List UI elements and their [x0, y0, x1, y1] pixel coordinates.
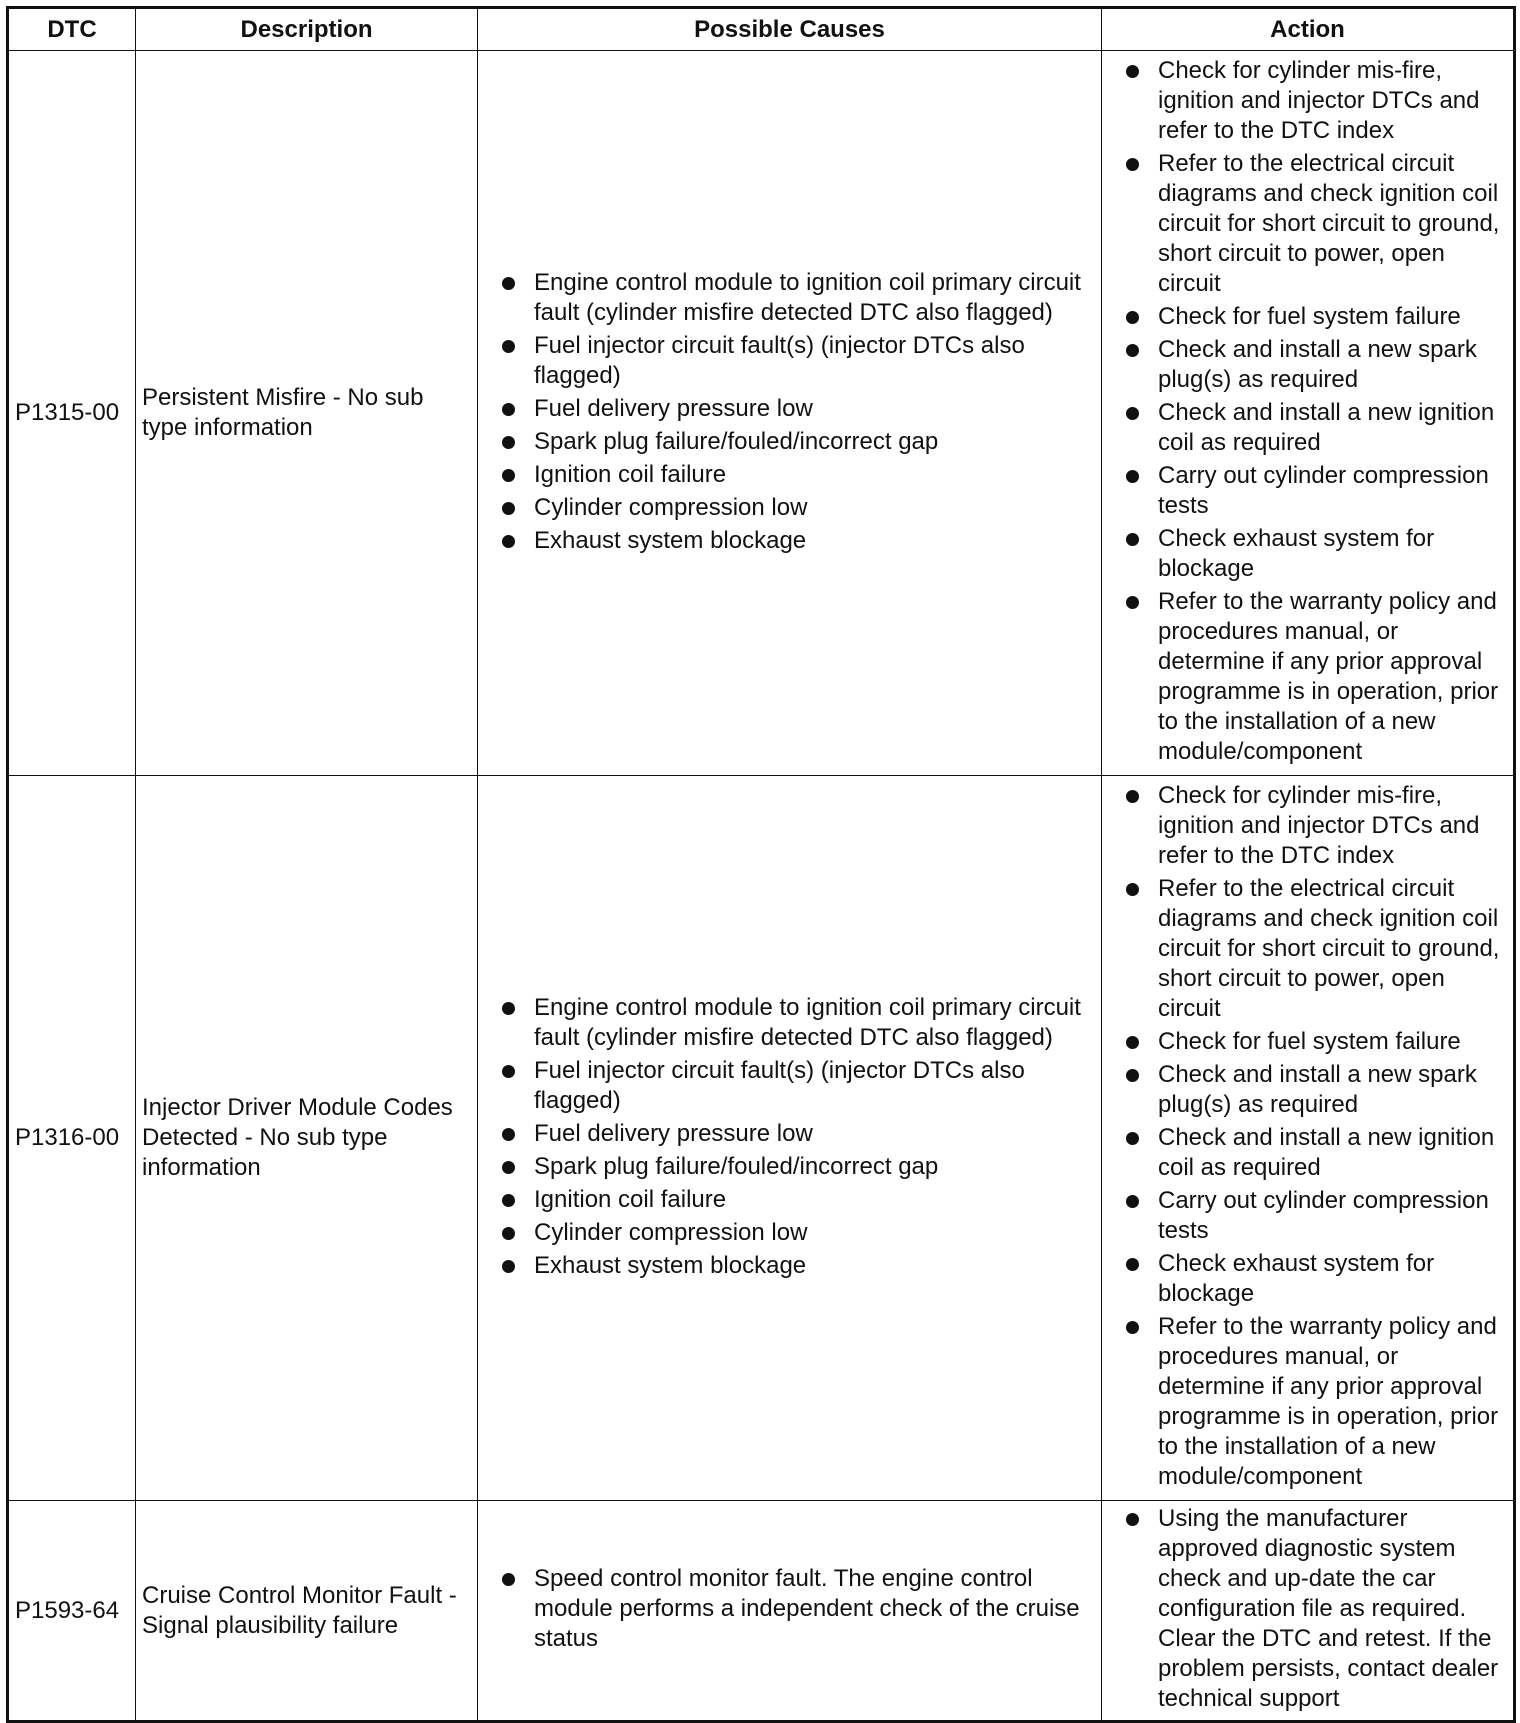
cause-item: Fuel injector circuit fault(s) (injector DTCs also flagged) [478, 331, 1101, 391]
cause-item: Cylinder compression low [478, 1218, 1101, 1248]
cause-item: Ignition coil failure [478, 460, 1101, 490]
table-row [8, 776, 1515, 1501]
dtc-description: Injector Driver Module Codes Detected - No sub type information [136, 776, 478, 1501]
cause-item: Fuel delivery pressure low [478, 1119, 1101, 1149]
cause-item: Exhaust system blockage [478, 526, 1101, 556]
cause-item: Spark plug failure/fouled/incorrect gap [478, 427, 1101, 457]
action-item: Check for fuel system failure [1102, 302, 1509, 332]
cause-item: Exhaust system blockage [478, 1251, 1101, 1281]
action-item: Refer to the warranty policy and procedures manual, or determine if any prior approval programme is in operation, prior to the installation of a new module/component [1102, 1312, 1509, 1492]
cause-item: Engine control module to ignition coil primary circuit fault (cylinder misfire detected DTC also flagged) [478, 268, 1101, 328]
cause-item: Speed control monitor fault. The engine control module performs a independent check of the cruise status [478, 1564, 1101, 1654]
causes-list [478, 268, 1101, 556]
action-item: Refer to the electrical circuit diagrams and check ignition coil circuit for short circuit to ground, short circuit to power, open circuit [1102, 149, 1509, 299]
dtc-description: Cruise Control Monitor Fault - Signal plausibility failure [136, 1501, 478, 1722]
possible-causes-cell [478, 51, 1102, 776]
header-row [8, 8, 1515, 51]
dtc-table [6, 6, 1516, 1723]
cause-item: Fuel injector circuit fault(s) (injector DTCs also flagged) [478, 1056, 1101, 1116]
action-item: Carry out cylinder compression tests [1102, 1186, 1509, 1246]
table-row [8, 51, 1515, 776]
action-item: Using the manufacturer approved diagnostic system check and up-date the car configuration file as required. Clear the DTC and retest. If the problem persists, contact dealer technical support [1102, 1504, 1509, 1714]
actions-list [1102, 1504, 1509, 1714]
cause-item: Fuel delivery pressure low [478, 394, 1101, 424]
action-cell [1102, 776, 1515, 1501]
cause-item: Spark plug failure/fouled/incorrect gap [478, 1152, 1101, 1182]
action-item: Check and install a new spark plug(s) as required [1102, 335, 1509, 395]
possible-causes-cell [478, 1501, 1102, 1722]
dtc-code: P1593-64 [8, 1501, 136, 1722]
header-action: Action [1102, 8, 1515, 51]
action-item: Check exhaust system for blockage [1102, 1249, 1509, 1309]
action-item: Check and install a new spark plug(s) as required [1102, 1060, 1509, 1120]
table-row [8, 1501, 1515, 1722]
cause-item: Ignition coil failure [478, 1185, 1101, 1215]
dtc-code: P1316-00 [8, 776, 136, 1501]
actions-list [1102, 781, 1509, 1492]
causes-list [478, 993, 1101, 1281]
cause-item: Engine control module to ignition coil primary circuit fault (cylinder misfire detected DTC also flagged) [478, 993, 1101, 1053]
action-item: Check and install a new ignition coil as required [1102, 1123, 1509, 1183]
causes-list [478, 1564, 1101, 1654]
action-item: Refer to the warranty policy and procedures manual, or determine if any prior approval programme is in operation, prior to the installation of a new module/component [1102, 587, 1509, 767]
action-item: Check and install a new ignition coil as required [1102, 398, 1509, 458]
cause-item: Cylinder compression low [478, 493, 1101, 523]
action-item: Check for cylinder mis-fire, ignition and injector DTCs and refer to the DTC index [1102, 56, 1509, 146]
header-causes: Possible Causes [478, 8, 1102, 51]
possible-causes-cell [478, 776, 1102, 1501]
action-item: Check exhaust system for blockage [1102, 524, 1509, 584]
action-item: Check for fuel system failure [1102, 1027, 1509, 1057]
header-dtc: DTC [8, 8, 136, 51]
action-item: Carry out cylinder compression tests [1102, 461, 1509, 521]
dtc-description: Persistent Misfire - No sub type information [136, 51, 478, 776]
action-item: Check for cylinder mis-fire, ignition and injector DTCs and refer to the DTC index [1102, 781, 1509, 871]
action-item: Refer to the electrical circuit diagrams and check ignition coil circuit for short circuit to ground, short circuit to power, open circuit [1102, 874, 1509, 1024]
header-description: Description [136, 8, 478, 51]
action-cell [1102, 51, 1515, 776]
actions-list [1102, 56, 1509, 767]
dtc-code: P1315-00 [8, 51, 136, 776]
action-cell [1102, 1501, 1515, 1722]
